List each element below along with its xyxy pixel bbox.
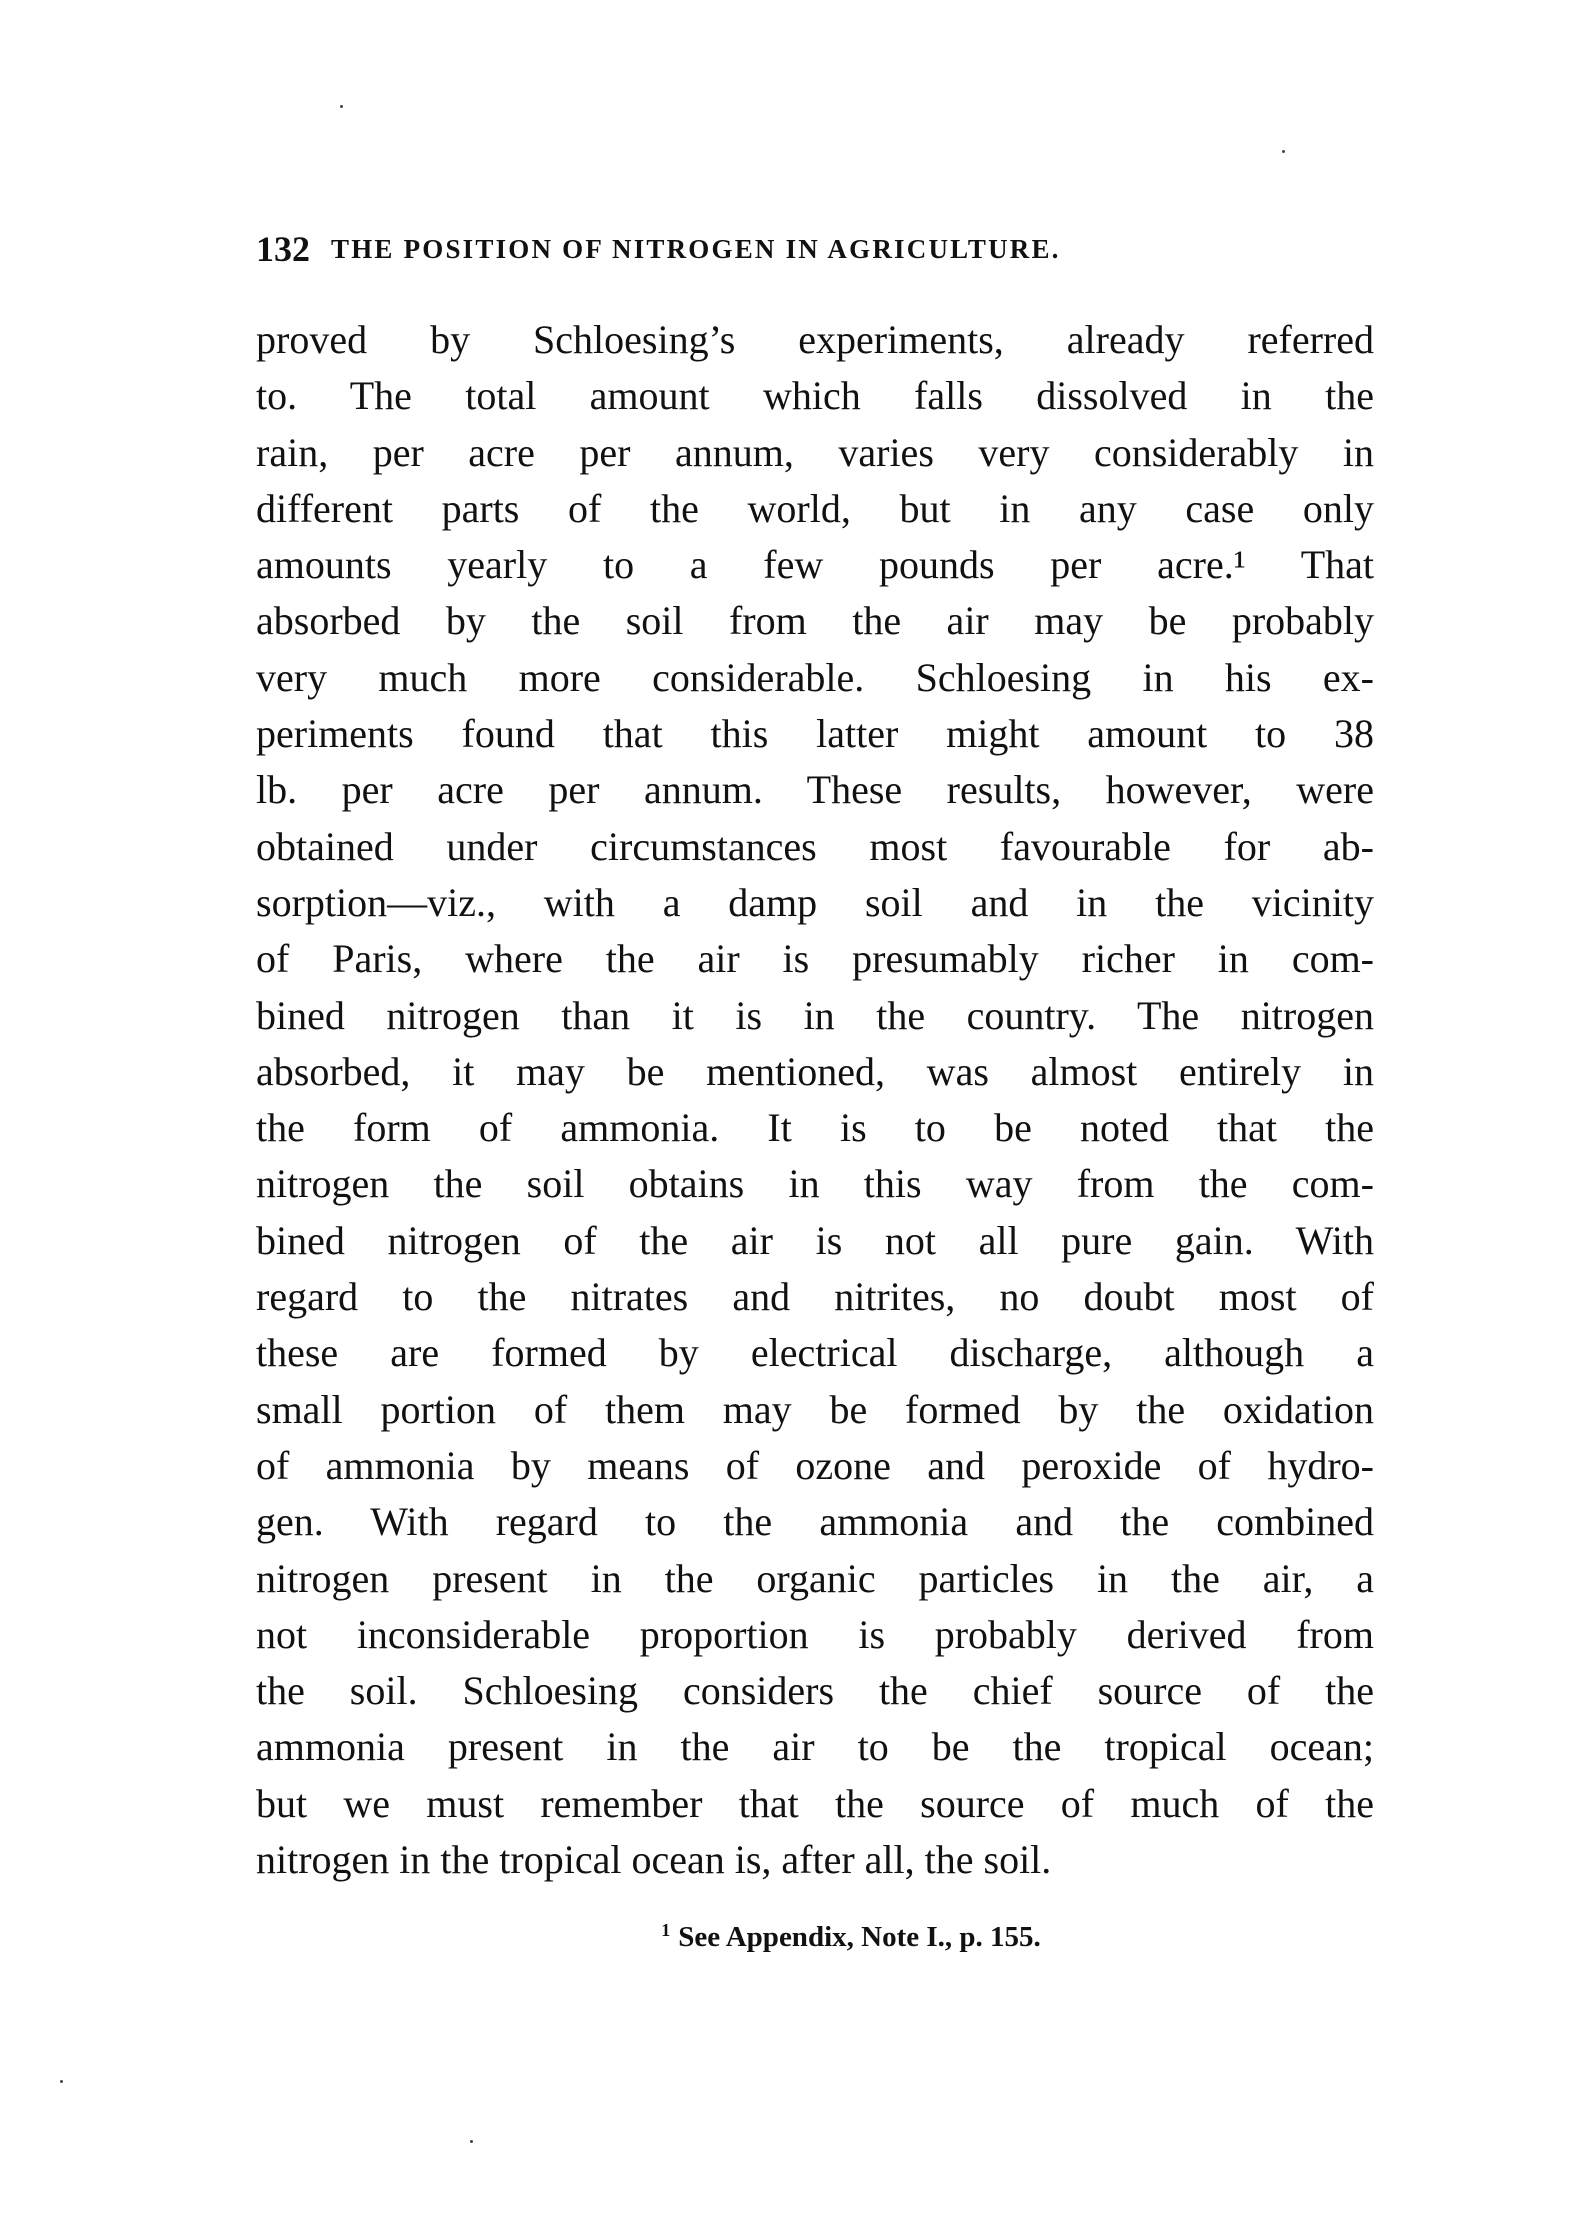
text-line: absorbed, it may be mentioned, was almost entirely in bbox=[256, 1048, 1374, 1094]
page-number: 132 bbox=[256, 229, 310, 269]
footnote-text: See Appendix, Note I., p. 155. bbox=[678, 1921, 1041, 1953]
text-line: nitrogen present in the organic particles in the air, a bbox=[256, 1555, 1374, 1601]
text-line: not inconsiderable proportion is probably derived from bbox=[256, 1611, 1374, 1657]
scan-speck bbox=[1282, 150, 1285, 153]
text-line: nitrogen in the tropical ocean is, after all, the soil. bbox=[256, 1837, 1052, 1883]
text-line: the soil. Schloesing considers the chief source of the bbox=[256, 1668, 1374, 1714]
text-line: bined nitrogen than it is in the country. The nitrogen bbox=[256, 992, 1374, 1038]
text-line: but we must remember that the source of much of the bbox=[256, 1780, 1374, 1826]
text-line: very much more considerable. Schloesing in his ex- bbox=[256, 654, 1374, 700]
text-line: nitrogen the soil obtains in this way from the com- bbox=[256, 1161, 1374, 1207]
body-text bbox=[256, 312, 1374, 1888]
text-line: sorption—viz., with a damp soil and in the vicinity bbox=[256, 879, 1374, 925]
scan-speck bbox=[60, 2080, 63, 2083]
text-line: different parts of the world, but in any case only bbox=[256, 485, 1374, 531]
text-line: rain, per acre per annum, varies very considerably in bbox=[256, 429, 1374, 475]
text-line: small portion of them may be formed by the oxidation bbox=[256, 1386, 1374, 1432]
text-line: amounts yearly to a few pounds per acre.¹ That bbox=[256, 542, 1374, 588]
running-title: THE POSITION OF NITROGEN IN AGRICULTURE. bbox=[331, 234, 1061, 264]
text-line: to. The total amount which falls dissolved in the bbox=[256, 373, 1374, 419]
scan-speck bbox=[340, 105, 343, 108]
text-line: lb. per acre per annum. These results, however, were bbox=[256, 767, 1374, 813]
text-line: proved by Schloesing’s experiments, already referred bbox=[256, 317, 1374, 362]
text-line: regard to the nitrates and nitrites, no doubt most of bbox=[256, 1274, 1374, 1320]
text-line: these are formed by electrical discharge, although a bbox=[256, 1330, 1374, 1376]
text-line: periments found that this latter might amount to 38 bbox=[256, 711, 1374, 757]
text-line: gen. With regard to the ammonia and the combined bbox=[256, 1499, 1374, 1545]
text-line: of Paris, where the air is presumably richer in com- bbox=[256, 936, 1374, 982]
text-line: obtained under circumstances most favourable for ab- bbox=[256, 823, 1374, 869]
text-line: of ammonia by means of ozone and peroxide of hydro- bbox=[256, 1442, 1374, 1488]
page-header bbox=[256, 228, 1376, 272]
scan-speck bbox=[470, 2140, 473, 2143]
footnote bbox=[0, 1920, 1572, 1954]
text-line: absorbed by the soil from the air may be probably bbox=[256, 598, 1374, 644]
text-line: bined nitrogen of the air is not all pure gain. With bbox=[256, 1217, 1374, 1263]
footnote-marker: 1 bbox=[661, 1920, 671, 1940]
text-line: ammonia present in the air to be the tropical ocean; bbox=[256, 1724, 1374, 1770]
text-line: the form of ammonia. It is to be noted that the bbox=[256, 1105, 1374, 1151]
